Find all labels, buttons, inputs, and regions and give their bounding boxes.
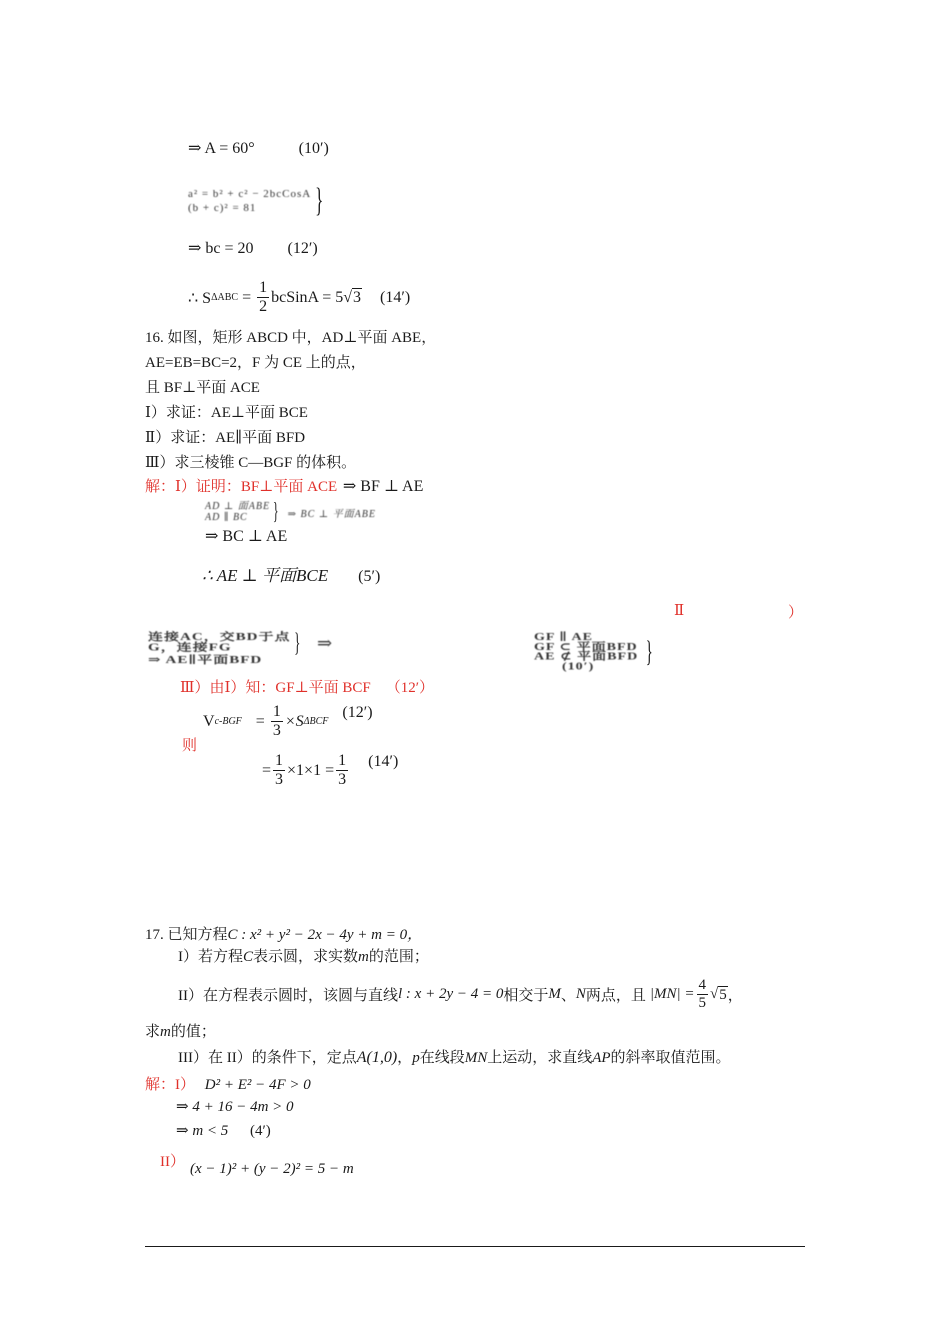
s16-bf-ae: ⇒ BF ⊥ AE (342, 478, 424, 495)
right-brace-icon: } (315, 182, 324, 219)
right-brace-icon: } (645, 635, 653, 668)
p17-l5-post: 的斜率取值范围。 (610, 1050, 731, 1066)
fraction-denominator: 3 (275, 771, 284, 788)
s16-ii-left-bottom: ⇒ AE∥平面BFD (148, 654, 263, 666)
p17-line4 (145, 1020, 216, 1041)
s16-ad-perp: AD ⊥ 面ABE (205, 501, 271, 512)
s17-sol-label: 解：I） (145, 1077, 195, 1093)
s17-line3 (176, 1121, 271, 1140)
s15-a60-text: ⇒ A = 60° (188, 140, 255, 157)
p16-line3: 且 BF⊥平面 ACE (145, 380, 260, 396)
p17-line-ap: AP (592, 1050, 611, 1066)
s15-cosine-law: a² = b² + c² − 2bcCosA (188, 188, 312, 200)
fraction-denominator: 2 (259, 298, 268, 315)
s16-ze: 则 (182, 738, 198, 754)
p17-segment-mn: MN (464, 1050, 488, 1066)
sqrt-icon: √ (343, 288, 353, 306)
p17-l3-mid: 相交于 (503, 988, 549, 1004)
s16-ii-paren: ） (788, 605, 804, 621)
fraction-denominator: 3 (338, 771, 347, 788)
s16-ii-label: Ⅱ (674, 603, 685, 619)
s16-volume-line2 (262, 753, 398, 788)
fraction-numerator: 1 (272, 703, 281, 720)
p17-l4-m: m (160, 1024, 171, 1040)
score-mark: (14′) (368, 753, 399, 770)
p16-line2: AE=EB=BC=2，F 为 CE 上的点， (145, 355, 366, 371)
score-mark: (10′) (298, 140, 329, 157)
s15-area-sub: ΔABC (211, 292, 239, 303)
s16-v2-eq: = (262, 761, 272, 779)
s16-ii-implies: ⇒ (317, 632, 334, 653)
fraction-denominator: 5 (698, 995, 707, 1011)
footer-rule (145, 1246, 805, 1247)
s16-ad-parallel: AD ∥ BC (205, 512, 248, 523)
s16-connect-fg: G，连接FG (148, 642, 232, 654)
s16-bc-perp-plane: ⇒ BC ⊥ 平面ABE (287, 508, 376, 520)
right-brace-icon: } (272, 499, 279, 525)
fraction-numerator: 4 (698, 977, 707, 993)
s16-v2-mid: ×1×1 = (287, 761, 335, 779)
p16-line4: Ⅰ）求证：AE⊥平面 BCE (145, 405, 308, 421)
p17-line-l: l : x + 2y − 4 = 0 (398, 986, 504, 1002)
p17-l2-pre: I）若方程 (178, 949, 243, 965)
fraction-four-fifths (697, 978, 709, 1011)
s15-system (188, 184, 328, 218)
s16-connect-ac: 连接AC，交BD于点 (148, 631, 291, 643)
p17-equation: C : x² + y² − 2x − 4y + m = 0， (227, 927, 423, 943)
s15-radicand: 3 (353, 289, 362, 306)
p17-l2-mid: 表示圆，求实数 (253, 949, 359, 965)
s16-gf-in-plane: GF ⊂ 平面BFD (534, 641, 638, 653)
s15-sum-square: (b + c)² = 81 (188, 202, 257, 214)
p17-point-n: N (575, 986, 586, 1002)
s17-line2: ⇒ 4 + 16 − 4m > 0 (176, 1099, 294, 1115)
p17-point-p: p (412, 1050, 420, 1066)
fraction-numerator: 1 (275, 752, 284, 769)
s16-v-sub: c-BGF (214, 716, 242, 727)
s15-area-s: ∴ S (188, 289, 212, 307)
fraction-numerator: 1 (259, 279, 268, 296)
fraction-third (273, 753, 285, 788)
s17-circle-eq: (x − 1)² + (y − 2)² = 5 − m (190, 1161, 354, 1177)
s16-v: V (203, 712, 215, 730)
s15-bc20-text: ⇒ bc = 20 (188, 240, 254, 257)
score-mark: (10′) (562, 661, 595, 673)
p17-l5-mid1: ， (397, 1050, 413, 1066)
s16-ae-plane (202, 561, 380, 586)
fraction-third (271, 704, 283, 739)
s15-line-area (188, 280, 410, 315)
s16-ii-right (534, 626, 657, 678)
s17-m-lt-5: ⇒ m < 5 (176, 1123, 229, 1139)
s16-bc-ae: ⇒ BC ⊥ AE (205, 528, 288, 545)
s16-v-eq: = (251, 712, 269, 730)
fraction-denominator: 3 (272, 722, 281, 739)
score-mark: (12′) (287, 240, 318, 257)
score-mark: (14′) (380, 288, 411, 306)
p17-l3-end: ， (727, 988, 743, 1004)
p17-l3-pre: II）在方程表示圆时，该圆与直线 (178, 988, 398, 1004)
right-brace-icon: } (293, 628, 300, 657)
score-mark: (5′) (358, 568, 381, 585)
p17-l5-mid2: 在线段 (419, 1050, 465, 1066)
s16-sol-label: 解：Ⅰ）证明：BF⊥平面 ACE (145, 479, 338, 495)
p17-l4-post: 的值； (170, 1024, 216, 1040)
s15-area-rest: bcSinA = 5 (271, 288, 344, 306)
s16-system (205, 500, 376, 524)
s17-discriminant: D² + E² − 4F > 0 (204, 1077, 311, 1093)
p17-line1 (145, 923, 422, 944)
p17-mn-length: |MN| = (649, 986, 695, 1002)
p17-l3-two: 两点，且 (585, 988, 646, 1004)
p16-line5: Ⅱ）求证：AE∥平面 BFD (145, 430, 306, 446)
s16-volume-line1 (203, 704, 373, 739)
s17-ii-label: II） (160, 1154, 185, 1170)
s16-sol-label-line (145, 475, 423, 496)
s15-line-bc20 (188, 238, 318, 258)
s16-gf-parallel-ae: GF ∥ AE (534, 631, 594, 643)
p17-line3 (178, 978, 743, 1011)
p17-l2-m: m (358, 949, 369, 965)
p17-l2-c: C (243, 949, 254, 965)
p17-l5-pre: III）在 II）的条件下，定点 (178, 1050, 357, 1066)
p17-point-a: A(1,0) (356, 1049, 398, 1066)
s17-line1 (145, 1073, 311, 1094)
p17-point-m: M (548, 986, 561, 1002)
p17-radicand: 5 (719, 986, 727, 1003)
p17-line2 (178, 945, 429, 966)
p16-line1: 16. 如图，矩形 ABCD 中，AD⊥平面 ABE， (145, 330, 437, 346)
s16-iii-line: Ⅲ）由Ⅰ）知：GF⊥平面 BCF （12′） (180, 680, 435, 696)
score-mark: (4′) (250, 1123, 271, 1139)
p17-l2-post: 的范围； (368, 949, 429, 965)
s15-area-eq: = (238, 288, 256, 306)
s16-v-times-s: ×S (284, 712, 304, 730)
sqrt-icon: √ (710, 986, 719, 1002)
s16-ae-not-in-plane: AE ⊄ 平面BFD (534, 651, 639, 663)
score-mark: (12′) (342, 704, 373, 721)
p16-line6: Ⅲ）求三棱锥 C—BGF 的体积。 (145, 455, 357, 471)
s15-line-a60 (188, 138, 329, 158)
p17-l3-sep: 、 (560, 988, 576, 1004)
s16-v-s-sub: ΔBCF (303, 716, 329, 727)
fraction-numerator: 1 (338, 752, 347, 769)
p17-title: 17. 已知方程 (145, 927, 228, 943)
s16-ae-plane-text: ∴ AE ⊥ 平面BCE (202, 566, 329, 585)
fraction-half (257, 280, 269, 315)
p17-line5 (178, 1046, 731, 1067)
fraction-third-result (336, 753, 348, 788)
p17-l4-pre: 求 (145, 1024, 161, 1040)
p17-l5-mid3: 上运动，求直线 (487, 1050, 593, 1066)
